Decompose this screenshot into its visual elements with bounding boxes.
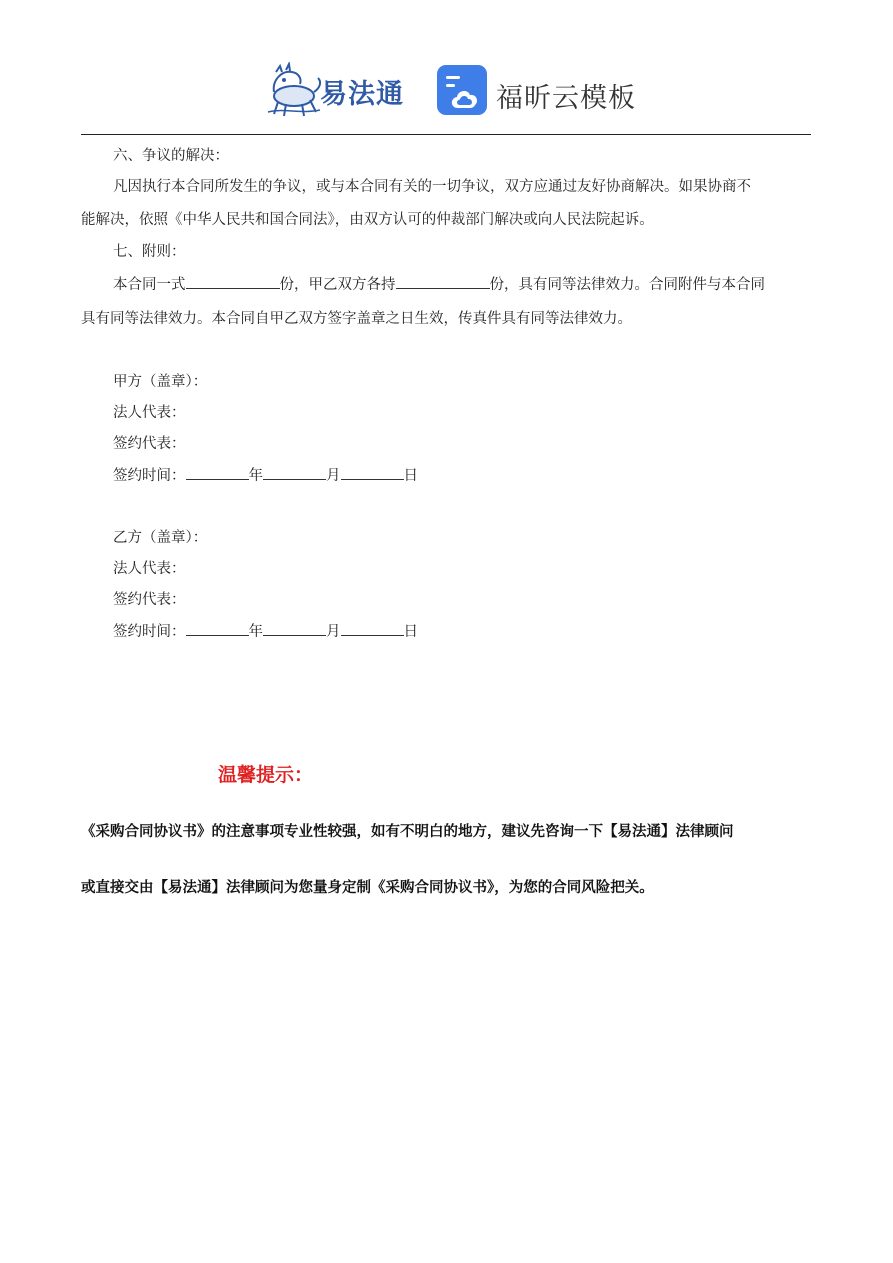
section7-paragraph-line1 [113,274,765,295]
tip-line1: 《采购合同协议书》的注意事项专业性较强，如有不明白的地方，建议先咨询一下【易法通】法律顾问 [81,823,734,840]
logo2-text: 福昕云模板 [496,83,636,114]
year-blank [186,621,249,636]
logo1-text: 易法通 [320,79,404,110]
copies-blank [186,274,280,289]
each-holds-label: 份，甲乙双方各持 [279,277,396,293]
month-label: 月 [326,624,341,640]
section6-paragraph-line2: 能解决，依照《中华人民共和国合同法》，由双方认可的仲裁部门解决或向人民法院起诉。 [81,212,654,228]
day-label: 日 [403,468,418,484]
header-divider [81,134,811,135]
section7-title: 七、附则： [113,244,186,260]
sign-time-label: 签约时间： [113,624,186,640]
each-holds-blank [396,274,490,289]
page-header [0,56,893,128]
party-b-title: 乙方（盖章）： [113,530,208,546]
party-a-signer: 签约代表： [113,436,186,452]
section7-paragraph-line2: 具有同等法律效力。本合同自甲乙双方签字盖章之日生效，传真件具有同等法律效力。 [81,311,632,327]
party-b-sign-date [113,621,418,642]
year-blank [186,465,249,480]
tip-line2: 或直接交由【易法通】法律顾问为您量身定制《采购合同协议书》，为您的合同风险把关。 [81,879,654,896]
sign-time-label: 签约时间： [113,468,186,484]
year-label: 年 [248,468,263,484]
party-b-legal-rep: 法人代表： [113,561,186,577]
day-label: 日 [403,624,418,640]
tip-title: 温馨提示： [218,764,314,786]
equal-effect-text: 份，具有同等法律效力。合同附件与本合同 [489,277,765,293]
party-a-title: 甲方（盖章）： [113,374,208,390]
day-blank [341,621,404,636]
party-b-signer: 签约代表： [113,592,186,608]
kirin-logo-icon [262,62,324,118]
section6-paragraph-line1: 凡因执行本合同所发生的争议，或与本合同有关的一切争议，双方应通过友好协商解决。如果协商不 [113,179,751,195]
month-label: 月 [326,468,341,484]
foxit-template-logo [436,64,636,120]
year-label: 年 [248,624,263,640]
day-blank [341,465,404,480]
section6-title: 六、争议的解决： [113,148,229,164]
copies-label: 本合同一式 [113,277,186,293]
cloud-doc-icon [436,64,488,116]
party-a-sign-date [113,465,418,486]
party-a-legal-rep: 法人代表： [113,405,186,421]
yifatong-logo [262,62,412,118]
month-blank [263,621,326,636]
month-blank [263,465,326,480]
